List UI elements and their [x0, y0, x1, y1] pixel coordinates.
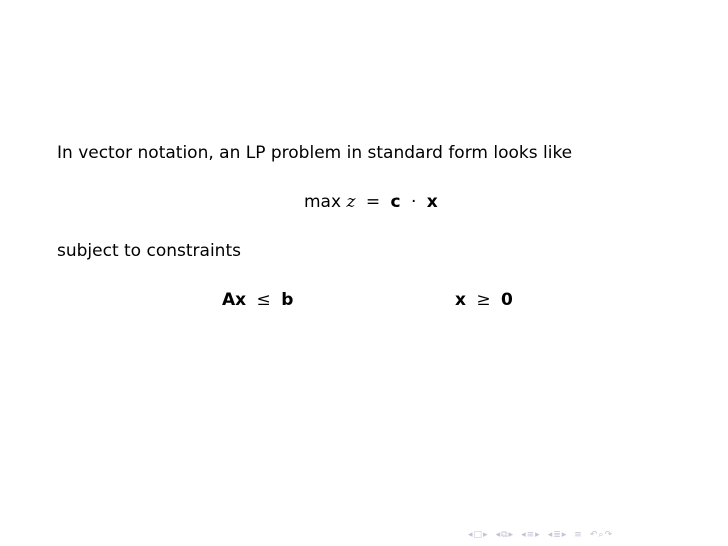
nav-slide-group	[468, 531, 488, 540]
align-icon[interactable]: ≡	[574, 529, 582, 540]
constraint-2-rel: ≥	[476, 290, 491, 310]
subsection-icon[interactable]: ≡	[526, 529, 535, 540]
nav-section-group	[548, 531, 567, 540]
nav-subsection-group	[521, 531, 540, 540]
triangle-right-icon[interactable]: ▸	[535, 529, 540, 540]
equals-sign: =	[365, 192, 381, 212]
triangle-left-icon[interactable]: ◂	[468, 529, 473, 540]
objective-equation	[304, 194, 438, 211]
constraint-1-lhs: Ax	[222, 290, 247, 310]
objective-variable: z	[346, 192, 356, 212]
triangle-right-icon[interactable]: ▸	[483, 529, 488, 540]
section-icon[interactable]: ≣	[553, 529, 561, 540]
constraint-2-lhs: x	[455, 290, 466, 310]
triangle-left-icon[interactable]: ◂	[521, 529, 526, 540]
frame-icon[interactable]: □	[473, 529, 483, 540]
triangle-left-icon[interactable]: ◂	[547, 529, 553, 540]
forward-icon[interactable]: ↷	[604, 529, 612, 540]
constraint-x-ge-0	[455, 292, 513, 309]
beamer-navigation-bar	[468, 529, 618, 541]
constraint-ax-le-b	[222, 292, 293, 309]
intro-text: In vector notation, an LP problem in standard form looks like	[57, 143, 573, 163]
constraint-1-rel: ≤	[256, 290, 271, 310]
search-icon[interactable]: ⌕	[598, 529, 604, 540]
triangle-right-icon[interactable]: ▸	[561, 529, 567, 540]
subject-text: subject to constraints	[57, 241, 241, 261]
dot-operator: ·	[410, 192, 417, 212]
nav-search-group	[590, 531, 612, 540]
back-icon[interactable]: ↶	[589, 529, 598, 540]
triangle-left-icon[interactable]: ◂	[495, 529, 501, 540]
cost-vector: c	[390, 192, 401, 212]
constraint-2-rhs: 0	[501, 290, 513, 310]
nav-frame-group	[496, 531, 514, 540]
max-operator: max	[304, 192, 342, 212]
decision-vector: x	[426, 192, 438, 212]
triangle-right-icon[interactable]: ▸	[508, 529, 514, 540]
nav-align-group	[574, 531, 582, 540]
stacked-frame-icon[interactable]: ⧉	[501, 529, 508, 540]
constraint-1-rhs: b	[281, 290, 294, 310]
